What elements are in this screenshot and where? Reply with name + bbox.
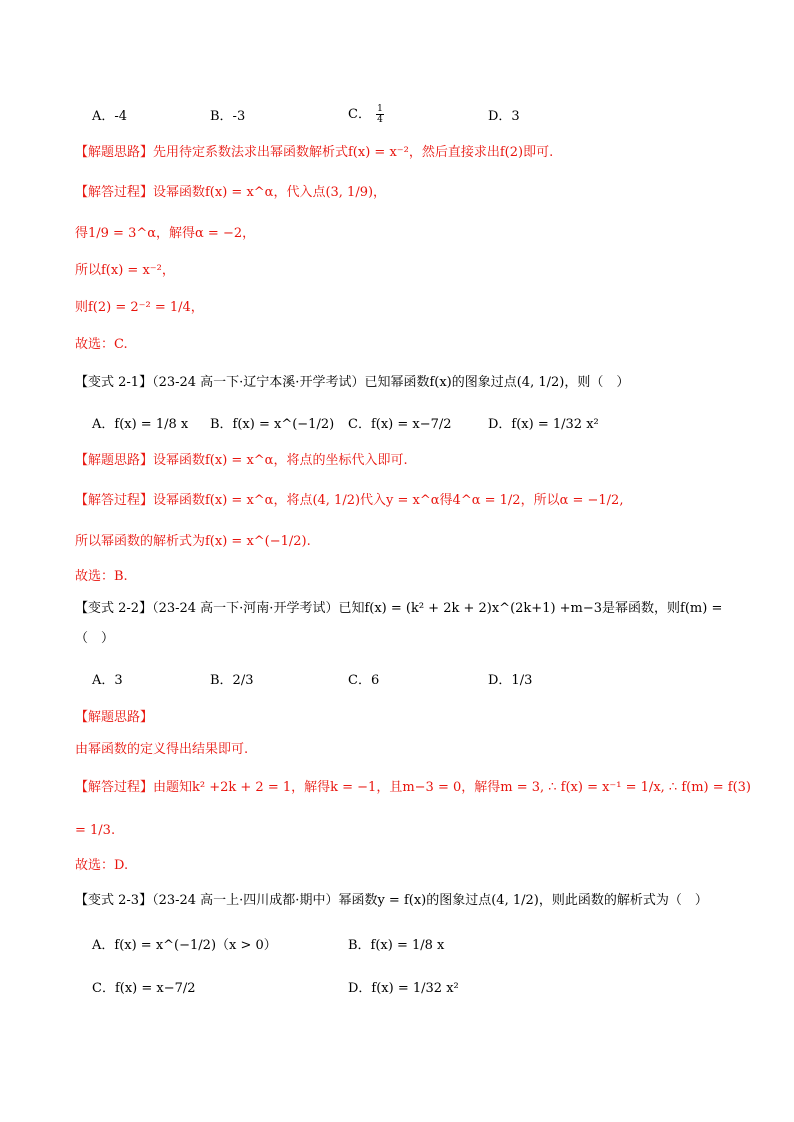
solution-thinking-label-3: 【解题思路】	[75, 710, 154, 725]
solution-step-1b: 得1/9 = 3^α，解得α = −2，	[75, 226, 256, 241]
solution-thinking-3: 由幂函数的定义得出结果即可.	[75, 742, 249, 757]
q23-option-d: D．f(x) = 1/32 x²	[348, 981, 459, 996]
option-d: D．3	[488, 109, 520, 124]
answer-3: 故选：D.	[75, 858, 129, 873]
option-c-fraction	[376, 104, 384, 125]
solution-thinking-1: 【解题思路】先用待定系数法求出幂函数解析式f(x) = x⁻²，然后直接求出f(2)即可.	[75, 145, 554, 160]
answer-2: 故选：B.	[75, 569, 128, 584]
option-c-num: 1	[377, 104, 383, 114]
answer-1: 故选：C.	[75, 337, 128, 352]
q22-option-b: B．2/3	[210, 673, 254, 688]
option-a: A．-4	[92, 109, 128, 124]
question-2-1: 【变式 2-1】（23-24 高一下·辽宁本溪·开学考试）已知幂函数f(x)的图象过点(4, 1/2)，则（ ）	[75, 375, 630, 390]
question-2-3: 【变式 2-3】（23-24 高一上·四川成都·期中）幂函数y = f(x)的图象过点(4, 1/2)，则此函数的解析式为（ ）	[75, 893, 708, 908]
option-c-label: C．	[348, 107, 371, 122]
q21-option-b: B．f(x) = x^(−1/2)	[210, 417, 335, 432]
q21-option-d: D．f(x) = 1/32 x²	[488, 417, 599, 432]
option-b: B．-3	[210, 109, 246, 124]
solution-step-1d: 则f(2) = 2⁻² = 1/4，	[75, 300, 204, 315]
q22-option-c: C．6	[348, 673, 380, 688]
option-c-den: 4	[377, 115, 383, 125]
solution-process-1: 【解答过程】设幂函数f(x) = x^α，代入点(3, 1/9)，	[75, 185, 387, 200]
solution-step-3b: = 1/3.	[75, 823, 116, 838]
q22-option-a: A．3	[92, 673, 123, 688]
solution-step-2b: 所以幂函数的解析式为f(x) = x^(−1/2).	[75, 534, 311, 549]
question-2-2-paren: （ ）	[75, 631, 115, 646]
q22-option-d: D．1/3	[488, 673, 533, 688]
q23-option-a: A．f(x) = x^(−1/2)（x > 0）	[92, 938, 277, 953]
solution-process-2: 【解答过程】设幂函数f(x) = x^α，将点(4, 1/2)代入y = x^α得4^α = 1/2，所以α = −1/2,	[75, 493, 624, 508]
q23-option-c: C．f(x) = x−7/2	[92, 981, 196, 996]
solution-process-3: 【解答过程】由题知k² +2k + 2 = 1，解得k = −1，且m−3 = 0，解得m = 3, ∴ f(x) = x⁻¹ = 1/x, ∴ f(m) = f(3)	[75, 780, 751, 795]
q21-option-c: C．f(x) = x−7/2	[348, 417, 452, 432]
q23-option-b: B．f(x) = 1/8 x	[348, 938, 445, 953]
solution-thinking-2: 【解题思路】设幂函数f(x) = x^α，将点的坐标代入即可.	[75, 453, 408, 468]
option-c	[348, 104, 385, 125]
question-2-2: 【变式 2-2】（23-24 高一下·河南·开学考试）已知f(x) = (k² + 2k + 2)x^(2k+1) +m−3是幂函数，则f(m) =	[75, 601, 723, 616]
solution-step-1c: 所以f(x) = x⁻²，	[75, 263, 175, 278]
q21-option-a: A．f(x) = 1/8 x	[92, 417, 189, 432]
